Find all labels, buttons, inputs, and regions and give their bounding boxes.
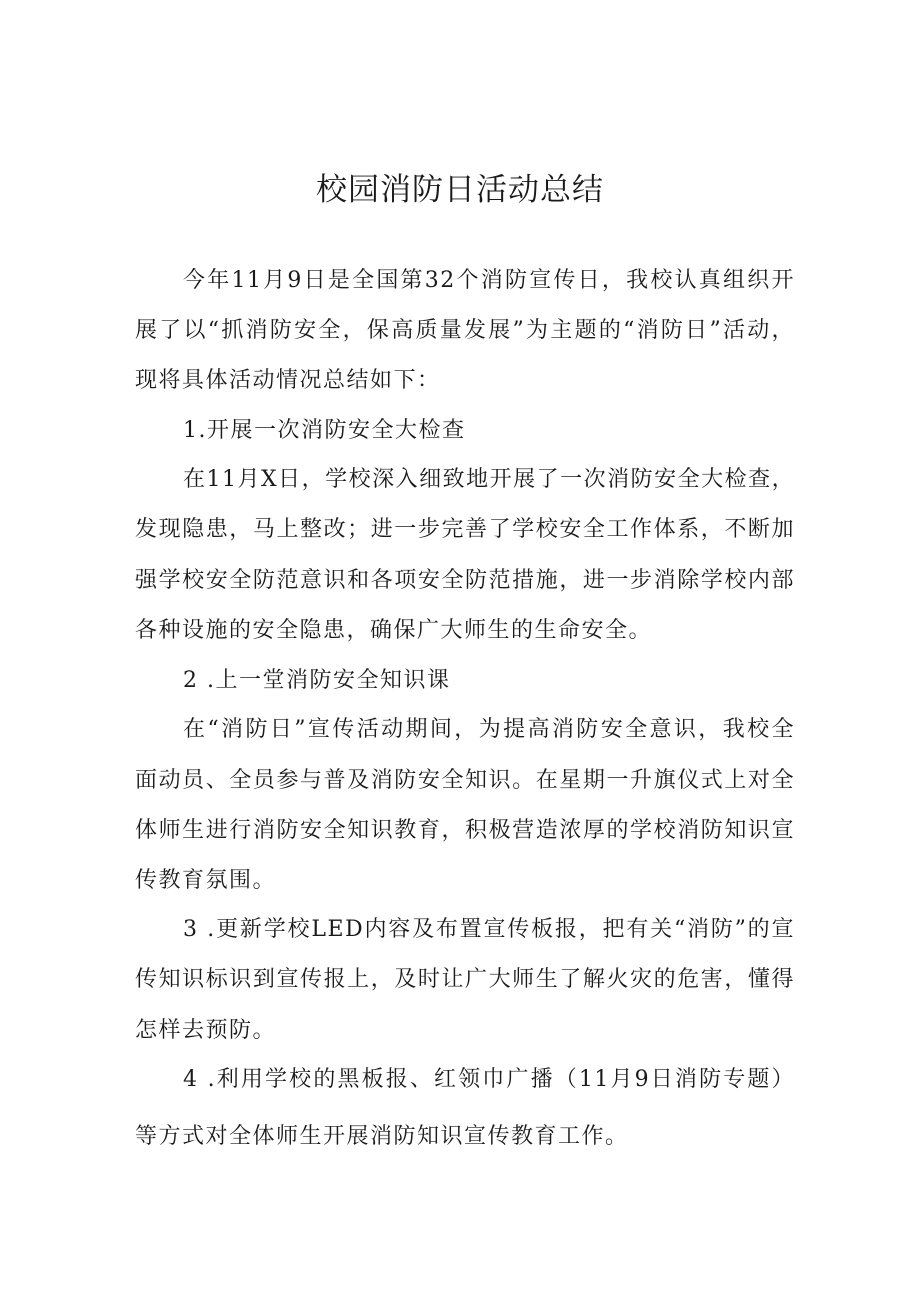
section-2-line-4: 传教育氛围。 [135,868,277,893]
section-4-line-1: 4 .利用学校的黑板报、红领巾广播（11月9日消防专题） [183,1067,795,1092]
intro-line-3: 现将具体活动情况总结如下： [135,368,441,393]
section-4-line-2: 等方式对全体师生开展消防知识宣传教育工作。 [135,1124,629,1149]
section-2-line-1: 在“消防日”宣传活动期间，为提高消防安全意识，我校全 [183,717,795,742]
section-1-line-3: 强学校安全防范意识和各项安全防范措施，进一步消除学校内部 [135,568,795,593]
section-1-line-1: 在11月X日，学校深入细致地开展了一次消防安全大检查， [183,467,795,492]
section-3-line-2: 传知识标识到宣传报上，及时让广大师生了解火灾的危害，懂得 [135,967,795,992]
section-1-line-4: 各种设施的安全隐患，确保广大师生的生命安全。 [135,618,653,643]
section-2-line-3: 体师生进行消防安全知识教育，积极营造浓厚的学校消防知识宣 [135,818,795,843]
section-3-line-1: 3 .更新学校LED内容及布置宣传板报，把有关“消防”的宣 [183,917,795,942]
section-2-line-2: 面动员、全员参与普及消防安全知识。在星期一升旗仪式上对全 [135,768,795,793]
intro-line-1: 今年11月9日是全国第32个消防宣传日，我校认真组织开 [183,268,795,293]
section-3-line-3: 怎样去预防。 [135,1018,277,1043]
section-heading-2: 2 .上一堂消防安全知识课 [183,668,451,693]
intro-line-2: 展了以“抓消防安全，保高质量发展”为主题的“消防日”活动， [135,318,795,343]
page-title: 校园消防日活动总结 [316,172,604,208]
section-heading-1: 1.开展一次消防安全大检查 [183,418,466,443]
section-1-line-2: 发现隐患，马上整改；进一步完善了学校安全工作体系，不断加 [135,517,795,542]
